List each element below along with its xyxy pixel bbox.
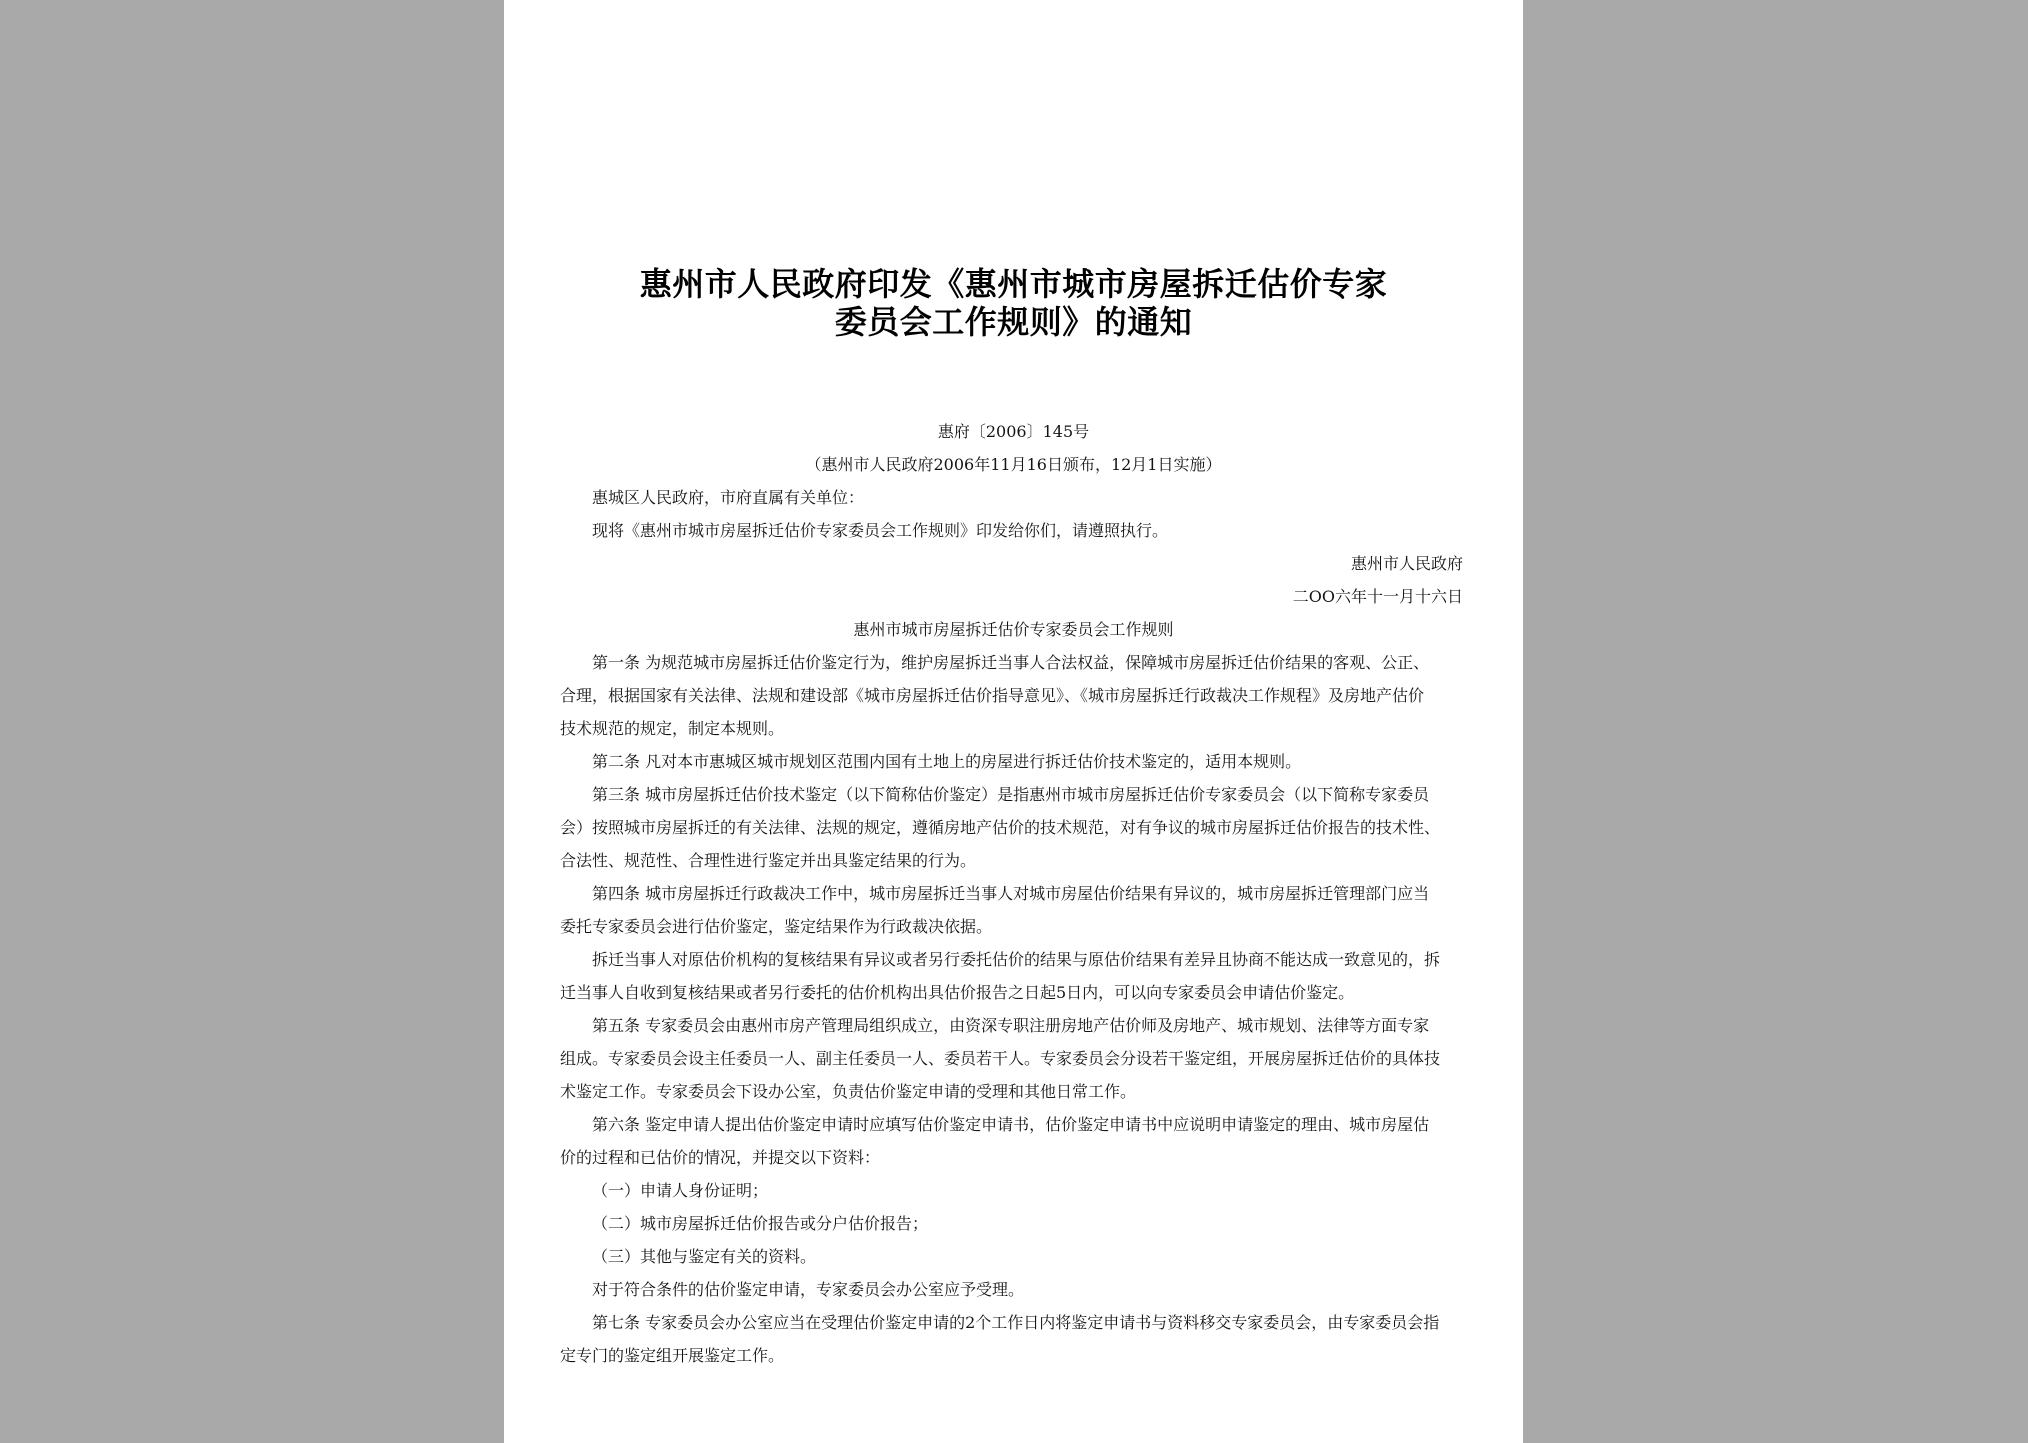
document-title-line-2: 委员会工作规则》的通知	[834, 303, 1193, 341]
body-line: 第六条 鉴定申请人提出估价鉴定申请时应填写估价鉴定申请书，估价鉴定申请书中应说明申请鉴定的理由、城市房屋估	[592, 1115, 1430, 1134]
body-line: 合法性、规范性、合理性进行鉴定并出具鉴定结果的行为。	[560, 851, 977, 870]
document-number: 惠府〔2006〕145号	[937, 422, 1090, 441]
issue-note: （惠州市人民政府2006年11月16日颁布，12月1日实施）	[805, 455, 1222, 474]
body-line: 第三条 城市房屋拆迁估价技术鉴定（以下简称估价鉴定）是指惠州市城市房屋拆迁估价专家委员会（以下简称专家委员	[592, 785, 1430, 804]
signatory: 惠州市人民政府	[1350, 554, 1463, 573]
body-line: 术鉴定工作。专家委员会下设办公室，负责估价鉴定申请的受理和其他日常工作。	[560, 1082, 1137, 1101]
body-line: 价的过程和已估价的情况，并提交以下资料：	[560, 1148, 881, 1167]
body-line: 第七条 专家委员会办公室应当在受理估价鉴定申请的2个工作日内将鉴定申请书与资料移交专家委员会，由专家委员会指	[592, 1313, 1440, 1332]
sign-date: 二OO六年十一月十六日	[1292, 587, 1463, 606]
list-item: （三）其他与鉴定有关的资料。	[592, 1247, 817, 1266]
body-intro: 现将《惠州市城市房屋拆迁估价专家委员会工作规则》印发给你们，请遵照执行。	[592, 521, 1169, 540]
body-line: 第四条 城市房屋拆迁行政裁决工作中，城市房屋拆迁当事人对城市房屋估价结果有异议的，城市房屋拆迁管理部门应当	[592, 884, 1430, 903]
list-item: （一）申请人身份证明；	[592, 1181, 769, 1200]
body-line: 组成。专家委员会设主任委员一人、副主任委员一人、委员若干人。专家委员会分设若干鉴定组，开展房屋拆迁估价的具体技	[560, 1049, 1441, 1068]
body-line: 技术规范的规定，制定本规则。	[560, 719, 785, 738]
body-line: 第二条 凡对本市惠城区城市规划区范围内国有土地上的房屋进行拆迁估价技术鉴定的，适用本规则。	[592, 752, 1302, 771]
document-title-line-1: 惠州市人民政府印发《惠州市城市房屋拆迁估价专家	[639, 265, 1388, 303]
list-item: （二）城市房屋拆迁估价报告或分户估价报告；	[592, 1214, 929, 1233]
rules-title: 惠州市城市房屋拆迁估价专家委员会工作规则	[853, 620, 1174, 639]
body-line: 对于符合条件的估价鉴定申请，专家委员会办公室应予受理。	[592, 1280, 1025, 1299]
body-line: 拆迁当事人对原估价机构的复核结果有异议或者另行委托估价的结果与原估价结果有差异且协商不能达成一致意见的，拆	[592, 950, 1441, 969]
addressee: 惠城区人民政府，市府直属有关单位：	[592, 488, 865, 507]
body-line: 委托专家委员会进行估价鉴定，鉴定结果作为行政裁决依据。	[560, 917, 993, 936]
body-line: 合理，根据国家有关法律、法规和建设部《城市房屋拆迁估价指导意见》、《城市房屋拆迁行政裁决工作规程》及房地产估价	[560, 686, 1425, 705]
document-page	[504, 0, 1523, 1443]
body-line: 第五条 专家委员会由惠州市房产管理局组织成立，由资深专职注册房地产估价师及房地产、城市规划、法律等方面专家	[592, 1016, 1430, 1035]
body-line: 第一条 为规范城市房屋拆迁估价鉴定行为，维护房屋拆迁当事人合法权益，保障城市房屋拆迁估价结果的客观、公正、	[592, 653, 1430, 672]
body-line: 定专门的鉴定组开展鉴定工作。	[560, 1346, 785, 1365]
body-line: 迁当事人自收到复核结果或者另行委托的估价机构出具估价报告之日起5日内，可以向专家委员会申请估价鉴定。	[560, 983, 1355, 1002]
body-line: 会）按照城市房屋拆迁的有关法律、法规的规定，遵循房地产估价的技术规范，对有争议的城市房屋拆迁估价报告的技术性、	[560, 818, 1441, 837]
